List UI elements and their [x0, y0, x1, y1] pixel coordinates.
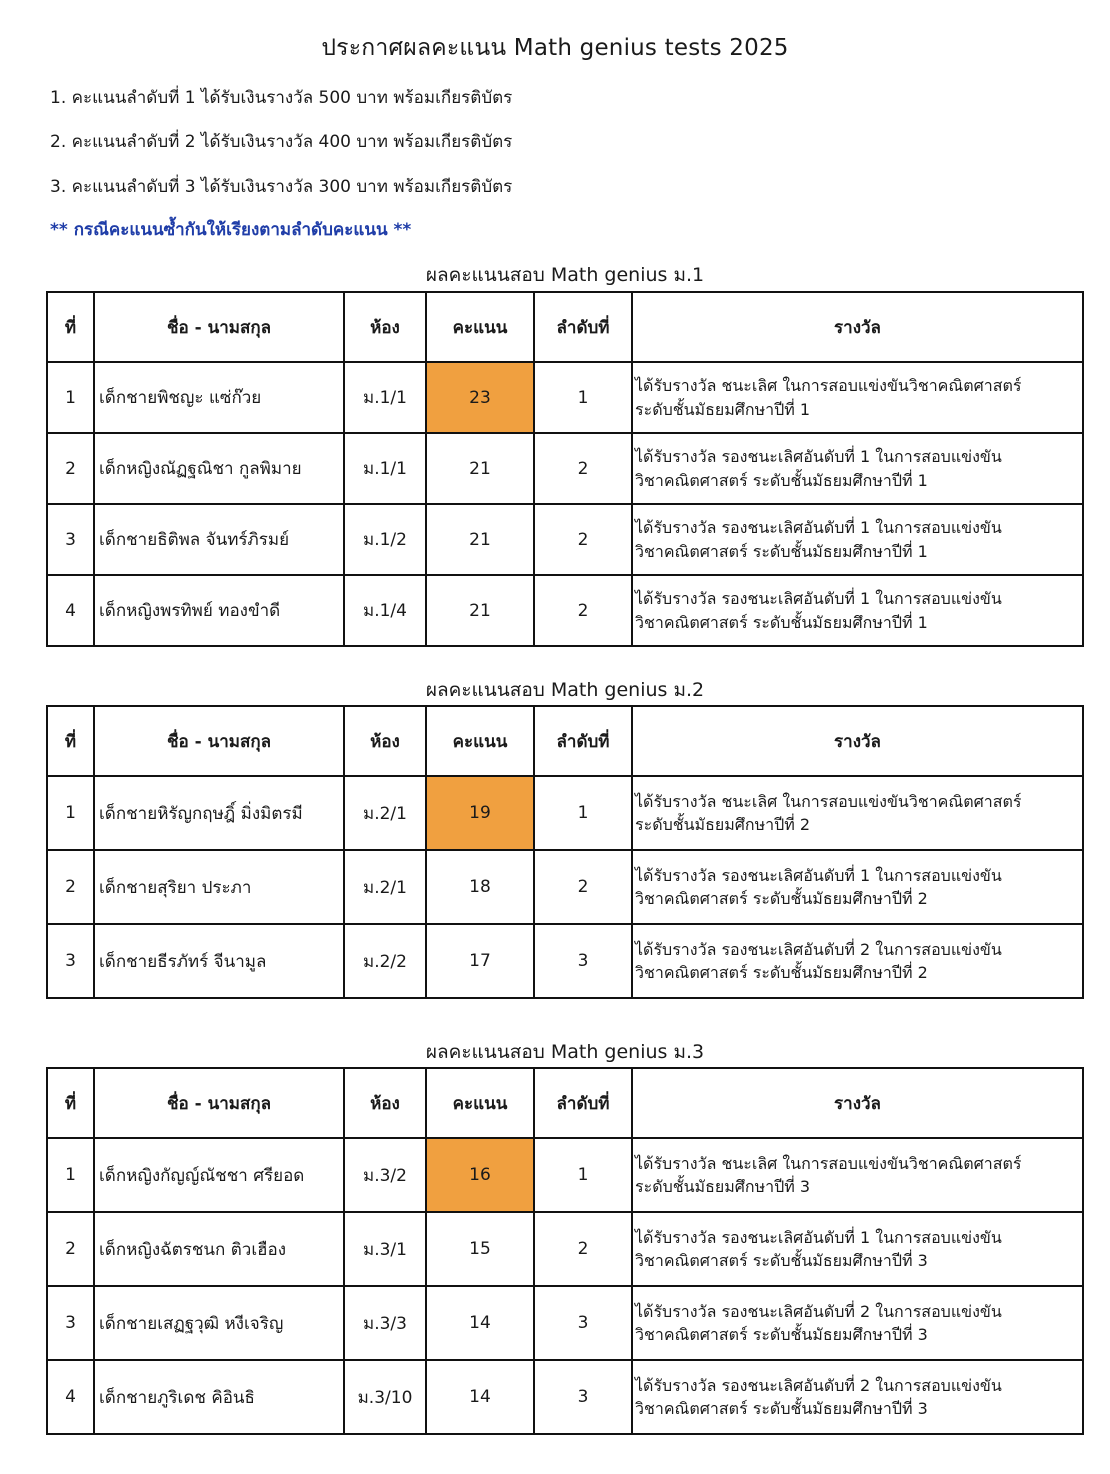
- cell-prize: [632, 362, 1083, 433]
- cell-score: 21: [426, 575, 534, 646]
- prize-line-2: วิชาคณิตศาสตร์ ระดับชั้นมัธยมศึกษาปีที่ 3: [635, 1251, 928, 1270]
- cell-room: ม.3/10: [344, 1360, 426, 1434]
- prize-line-1: ได้รับรางวัล ชนะเลิศ ในการสอบแข่งขันวิชาคณิตศาสตร์: [635, 791, 1022, 811]
- cell-score: 14: [426, 1286, 534, 1360]
- cell-room: ม.3/2: [344, 1138, 426, 1212]
- cell-prize: [632, 433, 1083, 504]
- cell-score-highlighted: 16: [426, 1138, 534, 1212]
- table-header-row: [47, 1068, 1083, 1138]
- cell-room: ม.1/1: [344, 362, 426, 433]
- prize-line-1: ได้รับรางวัล รองชนะเลิศอันดับที่ 1 ในการสอบแข่งขัน: [635, 1227, 1002, 1247]
- cell-prize: [632, 776, 1083, 850]
- cell-room: ม.2/1: [344, 776, 426, 850]
- prize-line-1: ได้รับรางวัล ชนะเลิศ ในการสอบแข่งขันวิชาคณิตศาสตร์: [635, 376, 1022, 396]
- header-name: ชื่อ - นามสกุล: [94, 292, 344, 362]
- section-title-m2: ผลคะแนนสอบ Math genius ม.2: [425, 679, 705, 701]
- cell-prize: [632, 1138, 1083, 1212]
- table-row: [47, 504, 1083, 575]
- header-prize: รางวัล: [632, 292, 1083, 362]
- prize-line-2: วิชาคณิตศาสตร์ ระดับชั้นมัธยมศึกษาปีที่ 1: [635, 470, 928, 490]
- header-prize: รางวัล: [632, 1068, 1083, 1138]
- table-row: [47, 433, 1083, 504]
- cell-rank: 2: [534, 504, 632, 575]
- tie-note: ** กรณีคะแนนซ้ำกันให้เรียงตามลำดับคะแนน **: [50, 220, 412, 240]
- prize-line-1: ได้รับรางวัล ชนะเลิศ ในการสอบแข่งขันวิชาคณิตศาสตร์: [635, 1153, 1022, 1173]
- cell-room: ม.2/1: [344, 850, 426, 924]
- section-title-m3: ผลคะแนนสอบ Math genius ม.3: [425, 1041, 705, 1063]
- cell-no: 1: [47, 1138, 94, 1212]
- cell-name: เด็กหญิงฉัตรชนก ติวเฮือง: [94, 1212, 344, 1286]
- prize-line-1: ได้รับรางวัล รองชนะเลิศอันดับที่ 1 ในการสอบแข่งขัน: [635, 589, 1002, 609]
- results-table-m1: [46, 291, 1084, 647]
- cell-name: เด็กหญิงกัญญ์ณัชชา ศรียอด: [94, 1138, 344, 1212]
- cell-rank: 1: [534, 776, 632, 850]
- header-room: ห้อง: [344, 292, 426, 362]
- cell-rank: 2: [534, 1212, 632, 1286]
- table-row: [47, 575, 1083, 646]
- cell-no: 1: [47, 776, 94, 850]
- table-row: [47, 1286, 1083, 1360]
- cell-prize: [632, 1286, 1083, 1360]
- cell-no: 4: [47, 1360, 94, 1434]
- prize-rule-1: 1. คะแนนลำดับที่ 1 ได้รับเงินรางวัล 500 บาท พร้อมเกียรติบัตร: [50, 88, 513, 108]
- table-header-row: [47, 706, 1083, 776]
- cell-score: 21: [426, 504, 534, 575]
- cell-room: ม.1/4: [344, 575, 426, 646]
- cell-name: เด็กชายภูริเดช คิอินธิ: [94, 1360, 344, 1434]
- cell-no: 3: [47, 504, 94, 575]
- header-no: ที่: [47, 1068, 94, 1138]
- cell-no: 3: [47, 924, 94, 998]
- cell-no: 2: [47, 850, 94, 924]
- prize-line-2: ระดับชั้นมัธยมศึกษาปีที่ 2: [635, 815, 811, 834]
- table-row: [47, 1212, 1083, 1286]
- cell-rank: 2: [534, 850, 632, 924]
- header-score: คะแนน: [426, 292, 534, 362]
- header-rank: ลำดับที่: [534, 706, 632, 776]
- cell-name: เด็กหญิงณัฏฐณิชา กูลพิมาย: [94, 433, 344, 504]
- cell-name: เด็กชายสุริยา ประภา: [94, 850, 344, 924]
- cell-name: เด็กหญิงพรทิพย์ ทองขำดี: [94, 575, 344, 646]
- cell-name: เด็กชายหิรัญกฤษฎิ์ มิ่งมิตรมี: [94, 776, 344, 850]
- cell-rank: 2: [534, 575, 632, 646]
- cell-rank: 3: [534, 1360, 632, 1434]
- cell-name: เด็กชายเสฏฐวุฒิ หงีเจริญ: [94, 1286, 344, 1360]
- cell-prize: [632, 924, 1083, 998]
- header-rank: ลำดับที่: [534, 292, 632, 362]
- cell-rank: 1: [534, 1138, 632, 1212]
- cell-no: 2: [47, 1212, 94, 1286]
- table-row: [47, 1138, 1083, 1212]
- prize-line-1: ได้รับรางวัล รองชนะเลิศอันดับที่ 2 ในการสอบแข่งขัน: [635, 1375, 1002, 1395]
- section-title-m1: ผลคะแนนสอบ Math genius ม.1: [425, 264, 705, 286]
- prize-line-1: ได้รับรางวัล รองชนะเลิศอันดับที่ 2 ในการสอบแข่งขัน: [635, 939, 1002, 959]
- results-table-m2: [46, 705, 1084, 999]
- table-row: [47, 850, 1083, 924]
- prize-line-2: วิชาคณิตศาสตร์ ระดับชั้นมัธยมศึกษาปีที่ 1: [635, 541, 928, 561]
- cell-score: 17: [426, 924, 534, 998]
- cell-name: เด็กชายพิชญะ แซ่ก๊วย: [94, 362, 344, 433]
- table-row: [47, 1360, 1083, 1434]
- prize-line-1: ได้รับรางวัล รองชนะเลิศอันดับที่ 1 ในการสอบแข่งขัน: [635, 865, 1002, 885]
- cell-no: 2: [47, 433, 94, 504]
- cell-prize: [632, 504, 1083, 575]
- header-room: ห้อง: [344, 706, 426, 776]
- cell-no: 4: [47, 575, 94, 646]
- cell-prize: [632, 1360, 1083, 1434]
- cell-rank: 2: [534, 433, 632, 504]
- header-no: ที่: [47, 292, 94, 362]
- cell-name: เด็กชายธิติพล จันทร์ภิรมย์: [94, 504, 344, 575]
- header-name: ชื่อ - นามสกุล: [94, 1068, 344, 1138]
- cell-score: 21: [426, 433, 534, 504]
- cell-prize: [632, 575, 1083, 646]
- cell-prize: [632, 850, 1083, 924]
- cell-prize: [632, 1212, 1083, 1286]
- cell-room: ม.1/2: [344, 504, 426, 575]
- prize-line-2: วิชาคณิตศาสตร์ ระดับชั้นมัธยมศึกษาปีที่ 3: [635, 1399, 928, 1418]
- cell-no: 1: [47, 362, 94, 433]
- cell-room: ม.1/1: [344, 433, 426, 504]
- table-row: [47, 776, 1083, 850]
- prize-rule-3: 3. คะแนนลำดับที่ 3 ได้รับเงินรางวัล 300 บาท พร้อมเกียรติบัตร: [50, 177, 513, 197]
- cell-score: 18: [426, 850, 534, 924]
- prize-line-1: ได้รับรางวัล รองชนะเลิศอันดับที่ 1 ในการสอบแข่งขัน: [635, 518, 1002, 538]
- prize-line-2: ระดับชั้นมัธยมศึกษาปีที่ 3: [635, 1177, 811, 1196]
- cell-score-highlighted: 19: [426, 776, 534, 850]
- table-header-row: [47, 292, 1083, 362]
- header-prize: รางวัล: [632, 706, 1083, 776]
- prize-line-1: ได้รับรางวัล รองชนะเลิศอันดับที่ 1 ในการสอบแข่งขัน: [635, 447, 1002, 467]
- header-score: คะแนน: [426, 706, 534, 776]
- cell-name: เด็กชายธีรภัทร์ จีนามูล: [94, 924, 344, 998]
- cell-room: ม.2/2: [344, 924, 426, 998]
- header-no: ที่: [47, 706, 94, 776]
- header-rank: ลำดับที่: [534, 1068, 632, 1138]
- header-score: คะแนน: [426, 1068, 534, 1138]
- cell-score: 14: [426, 1360, 534, 1434]
- header-room: ห้อง: [344, 1068, 426, 1138]
- cell-rank: 1: [534, 362, 632, 433]
- page-title: ประกาศผลคะแนน Math genius tests 2025: [321, 35, 789, 61]
- prize-line-2: วิชาคณิตศาสตร์ ระดับชั้นมัธยมศึกษาปีที่ 2: [635, 963, 928, 982]
- cell-rank: 3: [534, 1286, 632, 1360]
- results-table-m3: [46, 1067, 1084, 1435]
- prize-line-2: วิชาคณิตศาสตร์ ระดับชั้นมัธยมศึกษาปีที่ 2: [635, 889, 928, 908]
- cell-rank: 3: [534, 924, 632, 998]
- table-row: [47, 924, 1083, 998]
- cell-room: ม.3/1: [344, 1212, 426, 1286]
- cell-no: 3: [47, 1286, 94, 1360]
- prize-line-2: วิชาคณิตศาสตร์ ระดับชั้นมัธยมศึกษาปีที่ 3: [635, 1325, 928, 1344]
- table-row: [47, 362, 1083, 433]
- cell-score: 15: [426, 1212, 534, 1286]
- cell-room: ม.3/3: [344, 1286, 426, 1360]
- prize-line-1: ได้รับรางวัล รองชนะเลิศอันดับที่ 2 ในการสอบแข่งขัน: [635, 1301, 1002, 1321]
- prize-line-2: ระดับชั้นมัธยมศึกษาปีที่ 1: [635, 399, 811, 419]
- prize-line-2: วิชาคณิตศาสตร์ ระดับชั้นมัธยมศึกษาปีที่ 1: [635, 612, 928, 632]
- cell-score-highlighted: 23: [426, 362, 534, 433]
- prize-rule-2: 2. คะแนนลำดับที่ 2 ได้รับเงินรางวัล 400 บาท พร้อมเกียรติบัตร: [50, 132, 513, 152]
- header-name: ชื่อ - นามสกุล: [94, 706, 344, 776]
